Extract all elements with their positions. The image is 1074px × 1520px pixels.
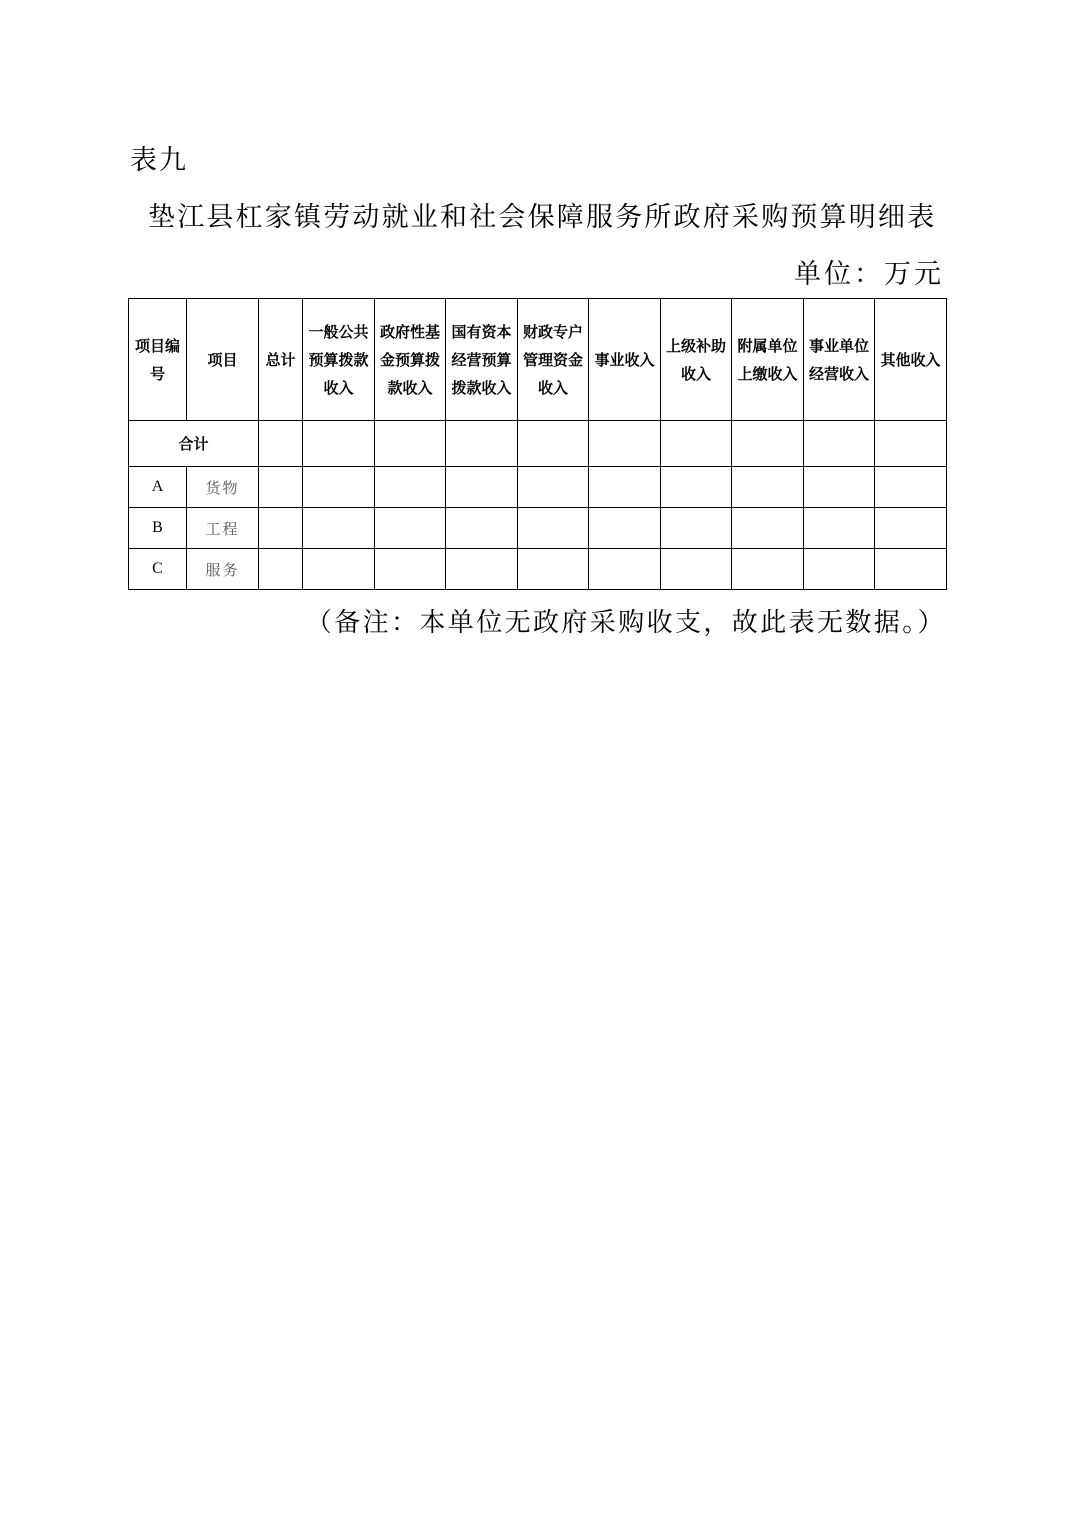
row-code: B (129, 508, 187, 549)
table-cell (303, 549, 375, 590)
table-cell (732, 549, 804, 590)
table-cell (518, 508, 589, 549)
row-code: A (129, 467, 187, 508)
table-cell (875, 421, 947, 467)
table-cell (732, 467, 804, 508)
header-special-account: 财政专户管理资金收入 (518, 299, 589, 421)
table-cell (589, 467, 661, 508)
table-cell (259, 508, 303, 549)
header-affiliated-remit: 附属单位上缴收入 (732, 299, 804, 421)
total-row (129, 421, 947, 467)
table-row (129, 549, 947, 590)
table-cell (446, 421, 518, 467)
table-cell (518, 549, 589, 590)
table-cell (518, 467, 589, 508)
header-row (129, 299, 947, 421)
total-label: 合计 (129, 421, 259, 467)
table-cell (732, 421, 804, 467)
table-cell (446, 549, 518, 590)
table-cell (375, 467, 446, 508)
table-cell (303, 508, 375, 549)
row-code: C (129, 549, 187, 590)
table-cell (446, 467, 518, 508)
table-row (129, 508, 947, 549)
table-cell (804, 467, 875, 508)
row-name: 服务 (187, 549, 259, 590)
row-name: 货物 (187, 467, 259, 508)
table-cell (804, 549, 875, 590)
table-cell (259, 421, 303, 467)
unit-label: 单位：万元 (794, 259, 944, 290)
document-title: 垫江县杠家镇劳动就业和社会保障服务所政府采购预算明细表 (148, 202, 937, 233)
remark-note: （备注：本单位无政府采购收支，故此表无数据。） (305, 608, 946, 638)
header-superior-subsidy: 上级补助收入 (661, 299, 732, 421)
header-gov-fund: 政府性基金预算拨款收入 (375, 299, 446, 421)
table-row (129, 467, 947, 508)
table-label: 表九 (130, 145, 188, 176)
table-cell (875, 508, 947, 549)
table-cell (661, 421, 732, 467)
table-cell (732, 508, 804, 549)
header-total: 总计 (259, 299, 303, 421)
table-cell (875, 549, 947, 590)
header-project-code: 项目编号 (129, 299, 187, 421)
table-cell (589, 549, 661, 590)
table-cell (518, 421, 589, 467)
table-cell (804, 421, 875, 467)
table-cell (589, 508, 661, 549)
table-cell (259, 467, 303, 508)
header-general-budget: 一般公共预算拨款收入 (303, 299, 375, 421)
table-cell (446, 508, 518, 549)
header-state-capital: 国有资本经营预算拨款收入 (446, 299, 518, 421)
table-cell (375, 508, 446, 549)
header-other-income: 其他收入 (875, 299, 947, 421)
table-cell (303, 421, 375, 467)
table-cell (661, 467, 732, 508)
table-cell (303, 467, 375, 508)
table-cell (259, 549, 303, 590)
table-cell (375, 421, 446, 467)
table-cell (804, 508, 875, 549)
row-name: 工程 (187, 508, 259, 549)
table-cell (661, 549, 732, 590)
table-cell (661, 508, 732, 549)
header-project: 项目 (187, 299, 259, 421)
procurement-budget-table (128, 298, 947, 590)
header-operating-income: 事业单位经营收入 (804, 299, 875, 421)
table-cell (375, 549, 446, 590)
header-business-income: 事业收入 (589, 299, 661, 421)
table-cell (875, 467, 947, 508)
table-cell (589, 421, 661, 467)
